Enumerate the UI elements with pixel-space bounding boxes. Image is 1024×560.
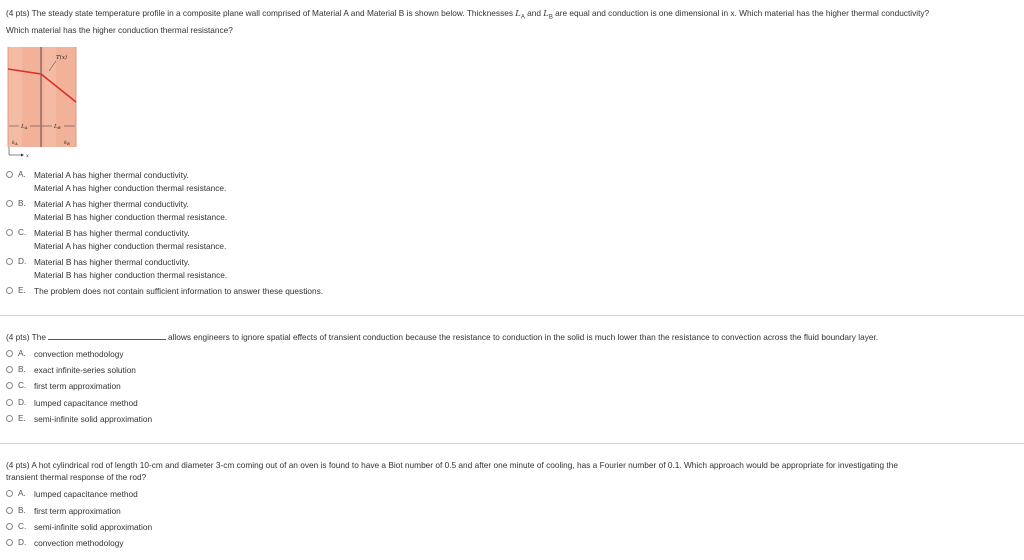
radio-button[interactable] bbox=[6, 415, 13, 422]
question-2-option-d[interactable]: D. lumped capacitance method bbox=[6, 397, 138, 410]
radio-button[interactable] bbox=[6, 523, 13, 530]
question-1-option-c[interactable]: C. Material B has higher thermal conductivity. Material A has higher conduction thermal resistance. bbox=[6, 227, 226, 252]
kb-label: $k_B$ bbox=[64, 140, 70, 146]
question-3-option-a[interactable]: A. lumped capacitance method bbox=[6, 488, 138, 501]
question-divider bbox=[0, 443, 1024, 444]
question-3-option-d[interactable]: D. convection methodology bbox=[6, 537, 123, 550]
question-1-prompt-line2: Which material has the higher conduction thermal resistance? bbox=[6, 24, 233, 35]
question-2-prompt: (4 pts) The allows engineers to ignore spatial effects of transient conduction because the resistance to conduction in the solid is much lower than the resistance to convection across the fluid boundary layer. bbox=[6, 332, 879, 342]
la-label: LA bbox=[21, 124, 28, 130]
question-2-option-a[interactable]: A. convection methodology bbox=[6, 348, 123, 361]
question-1-prompt-line1: (4 pts) The steady state temperature profile in a composite plane wall comprised of Material A and Material B is shown below. Thicknesses $L_A$ and $L_B$ are equal and conduction is one dimensional in x. Which material has the higher thermal conductivity? bbox=[6, 8, 930, 21]
ka-label: $k_A$ bbox=[12, 140, 18, 146]
radio-button[interactable] bbox=[6, 200, 13, 207]
question-1-option-e[interactable]: E. The problem does not contain sufficient information to answer these questions. bbox=[6, 285, 323, 298]
radio-button[interactable] bbox=[6, 507, 13, 514]
lb-label: LB bbox=[54, 124, 61, 130]
fill-in-blank bbox=[48, 331, 166, 340]
question-1-option-d[interactable]: D. Material B has higher thermal conductivity. Material B has higher conduction thermal resistance. bbox=[6, 256, 227, 281]
composite-wall-figure bbox=[4, 45, 84, 163]
x-axis-label: x bbox=[26, 153, 29, 159]
question-1-option-b[interactable]: B. Material A has higher thermal conductivity. Material B has higher conduction thermal resistance. bbox=[6, 198, 227, 223]
x-axis-arrowhead bbox=[21, 154, 24, 157]
tx-label: T(x) bbox=[56, 55, 68, 61]
radio-button[interactable] bbox=[6, 490, 13, 497]
radio-button[interactable] bbox=[6, 382, 13, 389]
question-3-prompt: (4 pts) A hot cylindrical rod of length 10-cm and diameter 3-cm coming out of an oven is found to have a Biot number of 0.5 and after one minute of cooling, has a Fourier number of 0.1. Which approach would be appropriate for investigating the transient thermal response of the rod? bbox=[6, 460, 898, 482]
radio-button[interactable] bbox=[6, 366, 13, 373]
radio-button[interactable] bbox=[6, 539, 13, 546]
question-1-prompt bbox=[6, 7, 929, 36]
question-2-option-c[interactable]: C. first term approximation bbox=[6, 380, 121, 393]
question-3-option-b[interactable]: B. first term approximation bbox=[6, 505, 121, 518]
wall-highlight-b bbox=[44, 47, 56, 147]
question-2-option-e[interactable]: E. semi-infinite solid approximation bbox=[6, 413, 152, 426]
radio-button[interactable] bbox=[6, 287, 13, 294]
radio-button[interactable] bbox=[6, 350, 13, 357]
question-2-option-b[interactable]: B. exact infinite-series solution bbox=[6, 364, 136, 377]
question-3-option-c[interactable]: C. semi-infinite solid approximation bbox=[6, 521, 152, 534]
radio-button[interactable] bbox=[6, 258, 13, 265]
question-divider bbox=[0, 315, 1024, 316]
radio-button[interactable] bbox=[6, 229, 13, 236]
question-1-option-a[interactable]: A. Material A has higher thermal conductivity. Material A has higher conduction thermal resistance. bbox=[6, 169, 226, 194]
wall-highlight-a bbox=[8, 47, 22, 147]
radio-button[interactable] bbox=[6, 399, 13, 406]
radio-button[interactable] bbox=[6, 171, 13, 178]
